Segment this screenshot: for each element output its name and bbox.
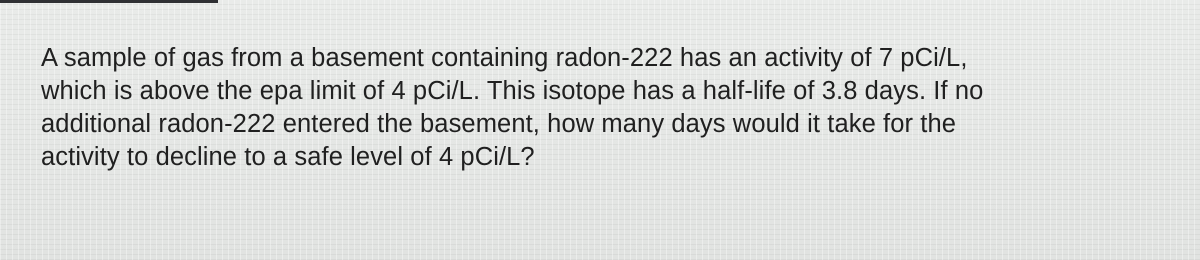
question-line: additional radon-222 entered the basement, how many days would it take for the <box>41 110 957 138</box>
question-line: activity to decline to a safe level of 4 pCi/L? <box>41 143 535 171</box>
question-text <box>41 42 1191 174</box>
question-line: A sample of gas from a basement containing radon-222 has an activity of 7 pCi/L, <box>41 44 968 72</box>
top-edge-bar <box>0 0 218 3</box>
question-line: which is above the epa limit of 4 pCi/L. This isotope has a half-life of 3.8 days. If no <box>41 77 984 105</box>
